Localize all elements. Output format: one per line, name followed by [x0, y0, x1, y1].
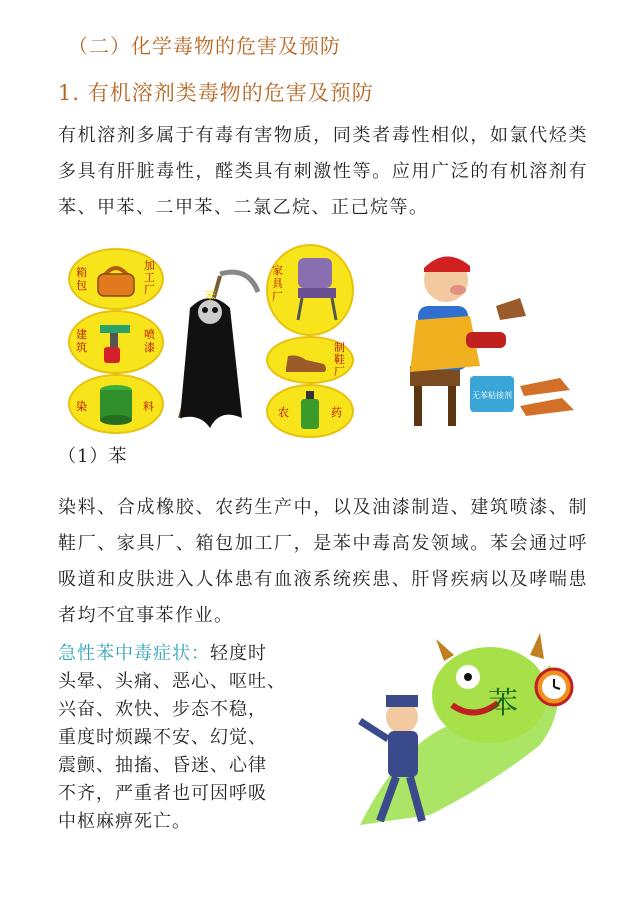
circle-chair: [266, 244, 354, 336]
shoe-icon: [284, 350, 328, 374]
circle-right-label: 料: [143, 400, 154, 413]
symptom-line: 震颤、抽搐、昏迷、心律: [58, 755, 267, 776]
glue-can-label: 无苯粘接剂: [472, 391, 512, 400]
circle-shoe: [266, 336, 354, 384]
shoemaker-icon: [370, 246, 590, 436]
pesticide-bottle-icon: [298, 391, 322, 431]
circle-left-label: 农: [278, 406, 289, 419]
circle-left-label: 家具厂: [272, 264, 283, 303]
acute-symptoms: [58, 640, 333, 836]
circle-right-label: 加工厂: [144, 259, 155, 296]
symptom-line: 中枢麻痹死亡。: [58, 811, 191, 832]
chair-icon: [292, 254, 342, 324]
symptom-line: 重度时烦躁不安、幻觉、: [58, 727, 267, 748]
grim-reaper-icon: [160, 268, 260, 438]
symptom-line: 兴奋、欢快、步态不稳，: [58, 699, 267, 720]
acute-symptoms-title: 急性苯中毒症状：: [58, 643, 210, 664]
subsection-heading: 1. 有机溶剂类毒物的危害及预防: [58, 81, 374, 105]
circle-bag: [68, 248, 164, 310]
intro-paragraph: 有机溶剂多属于有毒有害物质，同类者毒性相似，如氯代烃类多具有肝脏毒性，醛类具有刺激性等。应用广泛的有机溶剂有苯、甲苯、二甲苯、二氯乙烷、正己烷等。: [58, 125, 588, 218]
symptom-line: 轻度时: [210, 643, 267, 664]
circle-right-label: 药: [331, 406, 342, 419]
circle-pesticide: [266, 384, 354, 438]
benzene-paragraph: 染料、合成橡胶、农药生产中，以及油漆制造、建筑喷漆、制鞋厂、家具厂、箱包加工厂，是苯中毒高发领域。苯会通过呼吸道和皮肤进入人体患有血液系统疾患、肝肾疾病以及哮喘患者均不宜事苯作业。: [58, 497, 588, 626]
paint-bucket-icon: [96, 382, 136, 426]
reaper-label: 苯: [204, 289, 217, 303]
symptom-line: 头晕、头痛、恶心、呕吐、: [58, 671, 286, 692]
monster-label: 苯: [488, 686, 518, 721]
benzene-monster-icon: [340, 625, 590, 835]
bag-icon: [94, 258, 138, 298]
benzene-illustration: [60, 240, 590, 440]
circle-spray-gun: [68, 310, 164, 374]
circle-right-label: 制鞋厂: [334, 341, 345, 378]
circle-left-label: 染: [76, 400, 87, 413]
spray-gun-icon: [92, 317, 142, 367]
circle-left-label: 建筑: [76, 328, 87, 354]
circle-left-label: 箱包: [76, 266, 87, 292]
circle-right-label: 喷漆: [144, 328, 155, 354]
circle-paint-bucket: [68, 374, 164, 434]
symptom-line: 不齐，严重者也可因呼吸: [58, 783, 267, 804]
benzene-caption: （1）苯: [58, 446, 128, 467]
section-heading: （二）化学毒物的危害及预防: [68, 34, 341, 58]
